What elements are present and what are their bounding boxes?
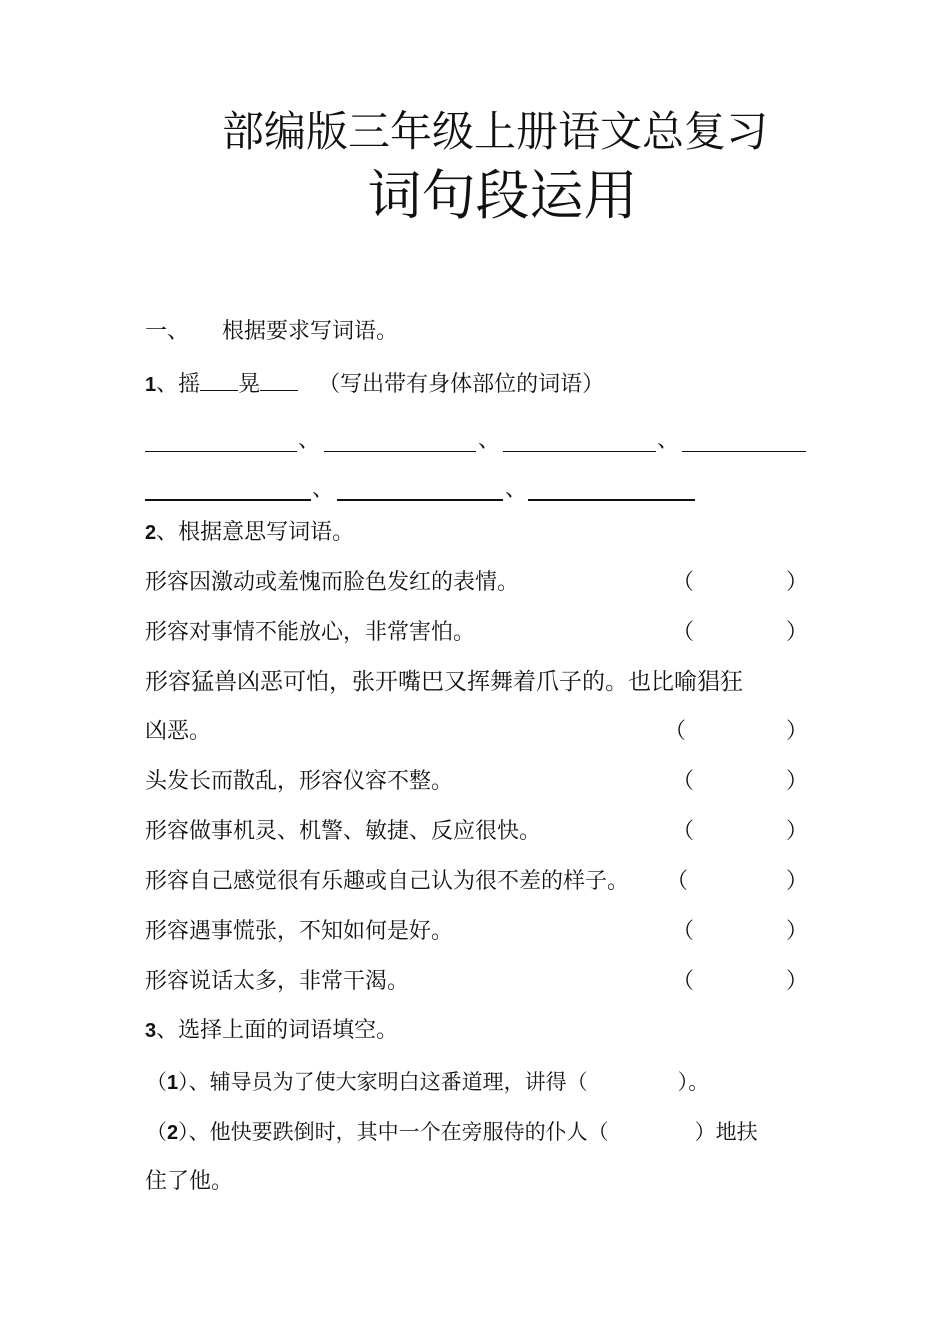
answer-open-paren[interactable]: （ [672, 570, 695, 595]
answer-close-paren: ） [786, 620, 809, 645]
answer-line[interactable] [145, 451, 297, 452]
fill-sentence-2 [146, 1117, 758, 1148]
comma-separator: 、 [478, 428, 501, 453]
comma-separator: 、 [298, 428, 321, 453]
section-heading-text: 根据要求写词语。 [222, 319, 399, 344]
title-line-2: 词句段运用 [367, 164, 638, 227]
comma-separator: 、 [657, 428, 680, 453]
section-marker: 一、 [145, 319, 190, 344]
answer-open-paren[interactable]: （ [672, 769, 695, 794]
instruction-text: （写出带有身体部位的词语） [318, 372, 605, 397]
answer-open-paren[interactable]: （ [672, 620, 695, 645]
answer-line[interactable] [503, 451, 656, 452]
answer-close-paren: ） [786, 719, 809, 744]
sentence-text: ）、他快要跌倒时，其中一个在旁服侍的仆人（ [178, 1120, 609, 1144]
question-2-heading [145, 518, 354, 548]
sentence-text: ）、辅导员为了使大家明白这番道理，讲得（ [178, 1070, 588, 1094]
definition-item: 形容自己感觉很有乐趣或自己认为很不差的样子。 [145, 869, 630, 894]
answer-close-paren: ） [786, 570, 809, 595]
answer-open-paren[interactable]: （ [666, 869, 689, 894]
given-char-1: 摇 [178, 372, 201, 397]
comma-separator: 、 [505, 477, 528, 502]
answer-line[interactable] [145, 499, 311, 501]
fill-blank[interactable] [200, 368, 238, 391]
question-1 [145, 368, 604, 400]
answer-close-paren: ） [786, 819, 809, 844]
comma-separator: 、 [312, 477, 335, 502]
fill-sentence-1 [146, 1067, 709, 1098]
item-number: 2 [167, 1122, 179, 1144]
answer-open-paren[interactable]: （ [672, 819, 695, 844]
definition-item: 形容猛兽凶恶可怕，张开嘴巴又挥舞着爪子的。也比喻猖狂 [145, 669, 743, 695]
question-heading-text: 、根据意思写词语。 [156, 520, 355, 545]
item-number: 1 [167, 1072, 179, 1094]
item-open-paren: （ [146, 1070, 167, 1094]
fill-blank[interactable] [609, 1117, 695, 1139]
answer-close-paren: ） [786, 969, 809, 994]
question-number: 3 [145, 1020, 157, 1042]
answer-line[interactable] [682, 451, 806, 452]
question-heading-text: 、选择上面的词语填空。 [156, 1018, 399, 1043]
definition-item: 头发长而散乱，形容仪容不整。 [145, 769, 454, 794]
question-number: 2 [145, 522, 157, 544]
definition-item-continued: 凶恶。 [145, 719, 212, 744]
answer-line[interactable] [324, 451, 476, 452]
fill-blank[interactable] [260, 368, 298, 391]
given-char-2: 晃 [238, 372, 261, 397]
answer-open-paren[interactable]: （ [672, 919, 695, 944]
answer-open-paren[interactable]: （ [672, 969, 695, 994]
answer-line[interactable] [528, 499, 695, 501]
answer-close-paren: ） [786, 869, 809, 894]
fill-sentence-2-continued: 住了他。 [145, 1169, 234, 1194]
definition-item: 形容做事机灵、机警、敏捷、反应很快。 [145, 819, 542, 844]
question-number: 1 [145, 374, 157, 396]
definition-item: 形容对事情不能放心，非常害怕。 [145, 620, 476, 645]
section-1-heading [145, 317, 398, 347]
fill-blank[interactable] [588, 1067, 678, 1089]
sentence-end: ）。 [677, 1070, 710, 1094]
item-open-paren: （ [146, 1120, 167, 1144]
answer-close-paren: ） [786, 769, 809, 794]
definition-item: 形容遇事慌张，不知如何是好。 [145, 919, 454, 944]
definition-item: 形容因激动或羞愧而脸色发红的表情。 [145, 570, 520, 595]
answer-close-paren: ） [786, 919, 809, 944]
definition-item: 形容说话太多，非常干渴。 [145, 969, 410, 994]
answer-open-paren[interactable]: （ [664, 719, 687, 744]
answer-line[interactable] [337, 499, 503, 501]
title-line-1: 部编版三年级上册语文总复习 [221, 107, 768, 156]
sentence-end: ）地扶 [694, 1120, 758, 1144]
separator: 、 [156, 372, 179, 397]
question-3-heading [145, 1016, 398, 1046]
